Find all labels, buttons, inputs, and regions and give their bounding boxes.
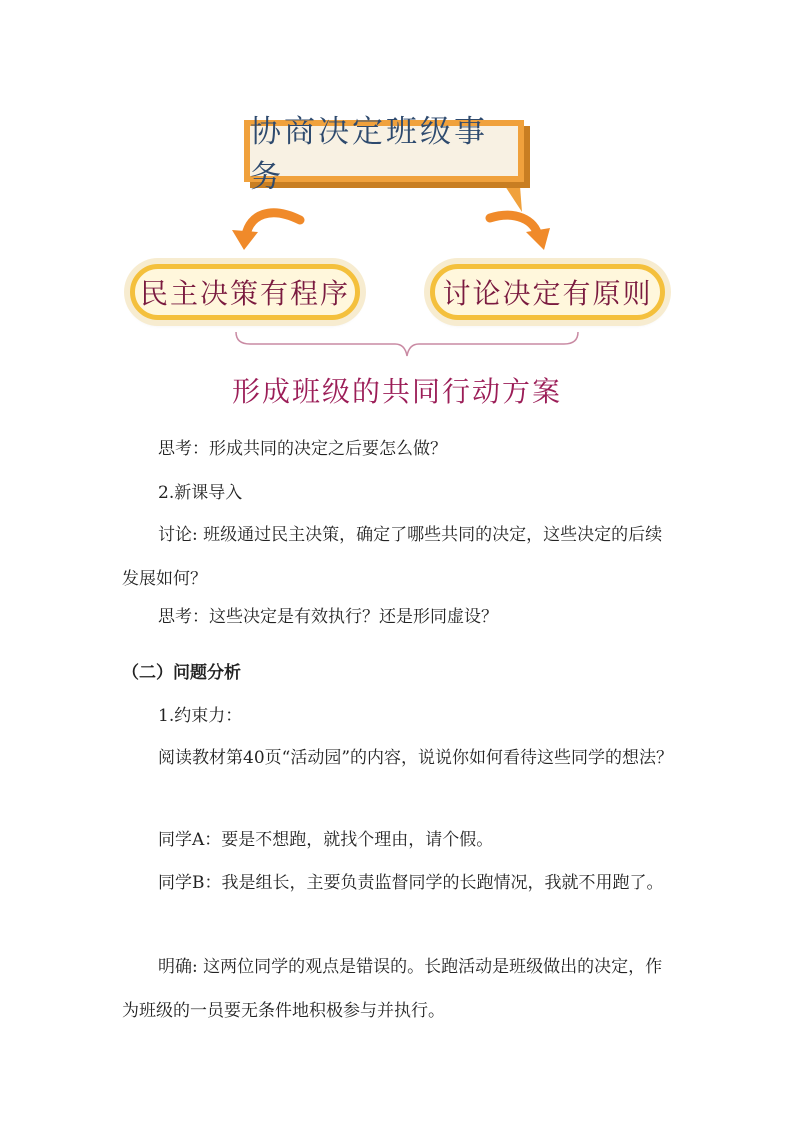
step-2-heading: 2.新课导入 (158, 483, 243, 503)
left-arrowhead-icon (232, 230, 258, 250)
clarification-paragraph: 明确: 这两位同学的观点是错误的。长跑活动是班级做出的决定，作为班级的一员要无条件地积极参与并执行。 (122, 957, 663, 1021)
diagram-graphics (0, 0, 794, 420)
diagram-right-item: 讨论决定有原则 (430, 264, 665, 320)
left-arrow-icon (246, 213, 300, 235)
think-question-2: 思考：这些决定是有效执行？还是形同虚设？ (158, 607, 498, 627)
diagram-title: 协商决定班级事务 (244, 120, 524, 182)
discussion-paragraph: 讨论: 班级通过民主决策，确定了哪些共同的决定，这些决定的后续发展如何？ (122, 525, 663, 589)
concept-diagram (0, 0, 794, 420)
brace-icon (236, 332, 578, 356)
think-question-1: 思考：形成共同的决定之后要怎么做？ (158, 439, 447, 459)
point-1-heading: 1.约束力： (158, 706, 243, 726)
section-2-heading: （二）问题分析 (122, 663, 241, 683)
reading-paragraph: 阅读教材第40页“活动园”的内容，说说你如何看待这些同学的想法？ (158, 748, 674, 768)
diagram-result: 形成班级的共同行动方案 (231, 375, 562, 408)
student-b-quote: 同学B：我是组长，主要负责监督同学的长跑情况，我就不用跑了。 (158, 873, 664, 893)
diagram-left-item: 民主决策有程序 (130, 264, 360, 320)
right-arrowhead-icon (526, 228, 550, 250)
student-a-quote: 同学A：要是不想跑，就找个理由，请个假。 (158, 830, 494, 850)
